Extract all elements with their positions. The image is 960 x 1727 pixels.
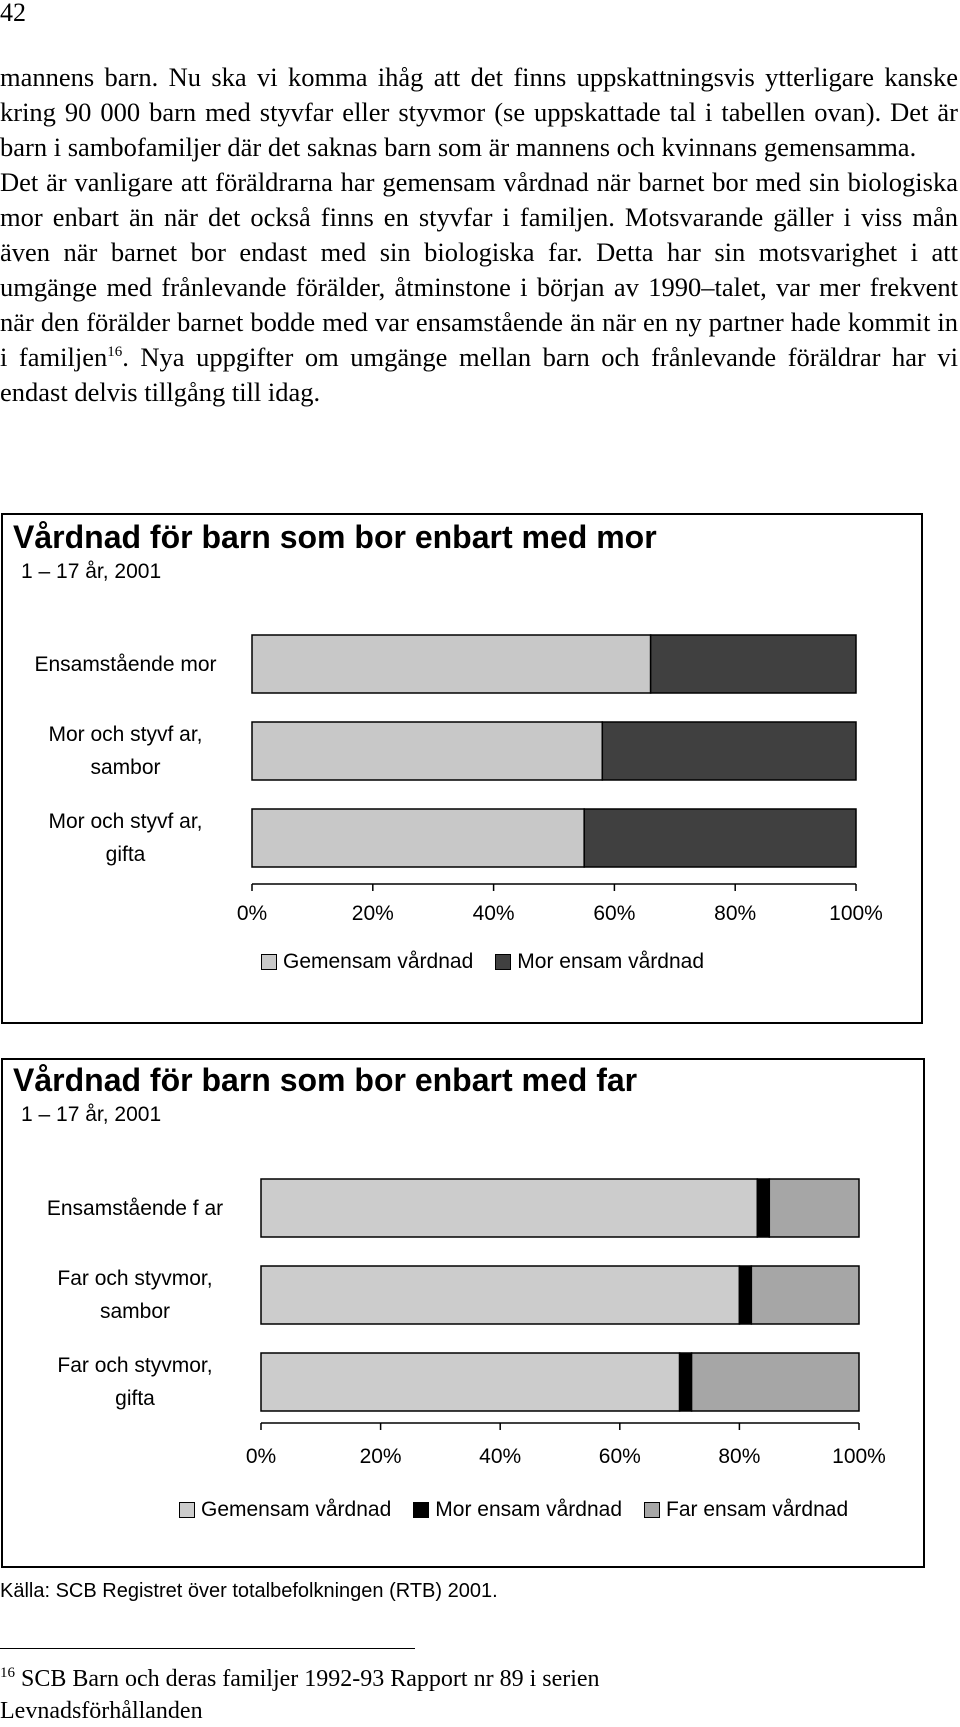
bar-segment-2-row-2 [739,1266,751,1324]
bar-segment-1-row-3 [261,1353,680,1411]
x-tick-label: 20% [359,1445,402,1468]
bar-segment-3-row-2 [751,1266,859,1324]
legend-item [261,950,473,974]
x-tick-label: 100% [832,1445,886,1468]
x-tick-label: 60% [598,1445,641,1468]
bar-segment-1-row-3 [252,809,584,867]
bar-segment-2-row-3 [584,809,856,867]
bar-segment-2-row-1 [651,635,856,693]
chart-custody-mother [1,513,923,1024]
legend-item [644,1498,848,1522]
legend-swatch [261,954,277,970]
category-label: Ensamstående f ar [46,1196,224,1220]
x-tick-label: 40% [472,902,515,925]
legend-item [413,1498,622,1522]
footnote-number: 16 [0,1665,15,1681]
bar-segment-1-row-1 [261,1179,757,1237]
category-label: Far och styvmor, sambor [57,1267,213,1323]
legend-swatch [495,954,511,970]
bar-segment-3-row-3 [692,1353,859,1411]
x-tick-label: 100% [829,902,883,925]
legend-label: Mor ensam vårdnad [517,950,705,973]
chart-title: Vårdnad för barn som bor enbart med far [13,1062,638,1098]
chart-subtitle: 1 – 17 år, 2001 [21,1103,162,1126]
legend-swatch [179,1502,195,1518]
source-note: Källa: SCB Registret över totalbefolkningen (RTB) 2001. [0,1580,498,1602]
x-tick-label: 60% [593,902,636,925]
paragraph-1: mannens barn. Nu ska vi komma ihåg att det finns uppskattningsvis ytterligare kanske kring 90 000 barn med styvfar eller styvmor (se uppskattade tal i tabellen ovan). Det är barn i sambofamiljer där det saknas barn som är mannens och kvinnans gemensamma. [0,62,958,162]
legend-label: Gemensam vårdnad [201,1498,392,1521]
bar-segment-2-row-2 [602,722,856,780]
footnote-line-1: SCB Barn och deras familjer 1992-93 Rapport nr 89 i serien [21,1666,600,1692]
x-tick-label: 0% [245,1445,277,1468]
x-tick-label: 80% [714,902,757,925]
category-label: Mor och styvf ar, sambor [48,723,203,779]
legend-label: Mor ensam vårdnad [435,1498,623,1521]
category-label: Far och styvmor, gifta [57,1354,213,1410]
page-number: 42 [0,0,26,27]
bar-segment-2-row-3 [680,1353,692,1411]
category-label: Ensamstående mor [34,652,217,676]
paragraph-2-text: Det är vanligare att föräldrarna har gemensam vårdnad när barnet bor med sin biologiska mor enbart än när det också finns en styvfar i familjen. Motsvarande gäller i viss mån även när barnet bor endast med sin biologiska far. Detta har sin motsvarighet i att umgänge med frånlevande förälder, åtminstone i början av 1990–talet, var mer frekvent när den förälder barnet bodde med var ensamstående än när en ny partner hade kommit in i familjen [0,167,958,372]
legend-swatch [644,1502,660,1518]
x-tick-label: 0% [236,902,268,925]
bar-segment-1-row-2 [252,722,602,780]
chart-legend [179,1498,848,1522]
legend-swatch [413,1502,429,1518]
chart-custody-father [1,1058,925,1568]
footnote-line-2: Levnadsförhållanden [0,1698,203,1724]
legend-item [179,1498,391,1522]
chart-subtitle: 1 – 17 år, 2001 [21,560,162,583]
x-tick-label: 80% [718,1445,761,1468]
paragraph-2-continuation: . Nya uppgifter om umgänge mellan barn och frånlevande föräldrar har vi endast delvis tillgång till idag. [0,342,958,407]
category-label: Mor och styvf ar, gifta [48,810,203,866]
legend-item [495,950,704,974]
chart-title: Vårdnad för barn som bor enbart med mor [13,519,657,555]
legend-label: Gemensam vårdnad [283,950,474,973]
chart-legend [261,950,704,974]
footnote [0,1663,600,1727]
legend-label: Far ensam vårdnad [666,1498,849,1521]
x-tick-label: 40% [479,1445,522,1468]
bar-segment-3-row-1 [769,1179,859,1237]
x-tick-label: 20% [351,902,394,925]
body-text [0,60,958,410]
bar-segment-1-row-2 [261,1266,739,1324]
footnote-divider [0,1648,415,1649]
footnote-reference: 16 [107,344,123,361]
paragraph-2 [0,165,958,410]
bar-segment-1-row-1 [252,635,651,693]
bar-segment-2-row-1 [757,1179,769,1237]
